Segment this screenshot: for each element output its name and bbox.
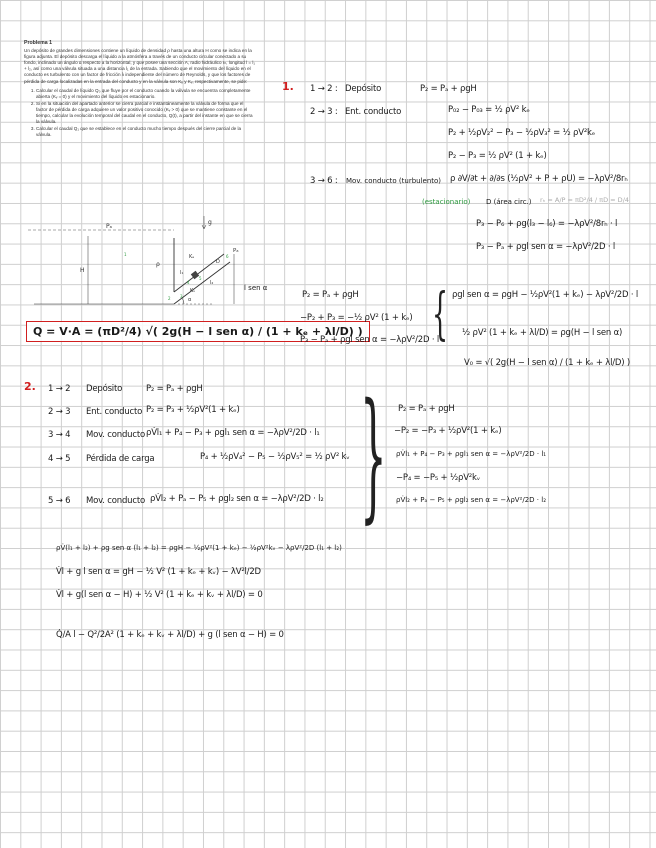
s2-eq: ρV̇l₁ + P₄ − P₃ + ρgl₁ sen α = −λρV²/2D · l₁ [146,428,320,438]
s1-eq: P₂ − P₃ = ½ ρV² (1 + kₑ) [448,151,547,161]
s1-desc: Depósito [345,84,382,94]
label-Ke: Kₑ [189,254,195,260]
s2-desc: Mov. conducto [86,496,145,506]
final-differential-equation: Q̇/A l − Q²/2A² (1 + kₑ + kᵥ + λl/D) + g (l sen α − H) = 0 [56,630,284,640]
point-1: 1 [124,252,127,257]
s1-eq: P₂ = Pₐ + ρgH [420,84,477,94]
hydraulic-radius-note: rₕ = A/P = πD²/4 / πD = D/4 [540,196,630,204]
section1-marker: 1. [282,80,294,93]
s1-eq-a: P₃ − P₆ + ρg(l₃ − l₆) = −λρV²/8rₕ · l [476,219,618,229]
s1-eq: P₂ + ½ρV₂² − P₃ − ½ρV₃² = ½ ρV²kₑ [448,128,596,138]
s1-desc: Ent. conducto [345,107,402,117]
s1-step: 2 → 3 : [310,107,338,117]
s2-right-system: ρV̇l₂ + Pₐ − P₅ + ρgl₂ sen α = −λρV²/2D · l₂ [396,496,547,504]
problem-text: Un depósito de grandes dimensiones contiene un líquido de densidad ρ hasta una altura H como se indica en la figura adjunta. El depósito descarga el líquido a la atmósfera a través de un conducto circular conectado a su fondo, inclinado un ángulo α respecto a la horizontal, y que posee una sección A, radio hidráulico rₕ, longitud l = l₁ + l₂, así como una válvula situada a una distancia l₁ de la entrada. Sabiendo que el movimiento del líquido en el conducto es turbulento con un factor de fricción λ independiente del número de Reynolds, y que los factores de pérdida de carga localizadas en la entrada del conducto y en la válvula son Kₑ y Kᵥ, respectivamente, se pide: [24,48,255,84]
combined-equation: V̇l + g l sen α = gH − ½ V² (1 + kₑ + kᵥ) − λV²l/2D [56,567,261,577]
point-4: 4 [187,280,190,285]
problem-statement [24,40,256,139]
label-alpha: α [188,297,192,303]
label-l1: l₁ [180,270,184,276]
s2-desc: Pérdida de carga [86,454,155,464]
s2-right-system: P₂ = Pₐ + ρgH [398,404,455,414]
question-list [24,88,256,139]
s2-eq: P₄ + ½ρV₄² − P₅ − ½ρV₅² = ½ ρV² kᵥ [200,452,350,462]
label-l2: l₂ [210,280,214,286]
point-5: 5 [199,276,202,281]
label-pa-top: Pₐ [106,223,112,230]
brace-symbol: { [432,282,449,347]
elevation-note: l sen α [244,284,268,292]
combined-equation: V̇l + g(l sen α − H) + ½ V² (1 + kₑ + kᵥ + λl/D) = 0 [56,590,263,600]
velocity-result: V₀ = √( 2g(H − l sen α) / (1 + kₑ + λl/D) ) [464,358,630,368]
s1-sublabel: (estacionario) [422,198,471,206]
s2-eq: P₂ = P₃ + ½ρV²(1 + kₑ) [146,405,240,415]
s2-step: 3 → 4 [48,430,71,440]
s1-eq-b: P₃ − Pₐ + ρgl sen α = −λρV²/2D · l [476,242,616,252]
s2-step: 1 → 2 [48,384,71,394]
s2-desc: Mov. conducto [86,430,145,440]
label-rho: ρ [156,261,160,268]
s2-step: 5 → 6 [48,496,71,506]
s1-left-system: P₃ − Pₐ + ρgl sen α = −λρV²/2D · l [300,335,440,345]
point-6: 6 [226,254,229,259]
s2-desc: Ent. conducto [86,407,143,417]
combined-equation: ρV̇(l₁ + l₂) + ρg sen α (l₁ + l₂) = ρgH − ½ρV²(1 + kₑ) − ½ρV²kᵥ − λρV²/2D (l₁ + l₂) [56,544,342,552]
s1-right-system: ½ ρV² (1 + kₑ + λl/D) = ρg(H − l sen α) [462,328,623,338]
s1-eq: ρ ∂V/∂t + ∂/∂s (½ρV² + P + ρU) = −λρV²/8rₕ [450,174,628,184]
question-item: 1. Calcular el caudal de líquido Q₀ que fluye por el conducto cuando la válvula se encuentra completamente abierta (Kᵥ = 0) y el movimiento del líquido es estacionario. [36,88,256,100]
s2-eq: P₂ = Pₐ + ρgH [146,384,203,394]
label-H: H [80,267,85,274]
question-item: 3. Calcular el caudal Q₁ que se establece en el conducto mucho tiempo después del cierre parcial de la válvula. [36,126,256,138]
s1-left-system: −P₂ + P₃ = −½ ρV² (1 + kₑ) [300,313,413,323]
s2-eq: ρV̇l₂ + Pₐ − P₅ + ρgl₂ sen α = −λρV²/2D · l₂ [150,494,324,504]
s1-left-system: P₂ = Pₐ + ρgH [302,290,359,300]
s2-desc: Depósito [86,384,123,394]
label-D: D [216,259,220,265]
s1-sublabel: D (área circ.) [486,198,532,206]
point-3: 3 [180,294,183,299]
flow-rate-result-box: Q = V·A = (πD²/4) √( 2g(H − l sen α) / (1 + kₑ + λl/D) ) [26,321,370,342]
s1-step: 3 → 6 : [310,176,338,186]
label-g: g [208,219,212,226]
brace-symbol: } [360,374,387,537]
s2-right-system: ρV̇l₁ + P₄ − P₃ + ρgl₁ sen α = −λρV²/2D · l₁ [396,450,547,458]
label-pa-right: Pₐ [233,248,239,254]
s1-eq: P₀₂ − P₀₃ = ½ ρV² kₑ [448,105,530,115]
question-item: 2. Si en la situación del apartado anterior se cierra parcial e instantáneamente la válvula de forma que el factor de pérdida de carga adquiere un valor positivo conocido (Kᵥ > 0) que se mantiene constante en el tiempo, calcular la evolución temporal del caudal en el conducto, Q(t), a partir del instante en que se cierra la válvula. [36,101,256,125]
point-2: 2 [168,296,171,301]
section2-marker: 2. [24,380,36,393]
label-Kv: Kᵥ [190,288,196,294]
s2-right-system: −P₂ = −P₃ + ½ρV²(1 + kₑ) [394,426,502,436]
s2-step: 4 → 5 [48,454,71,464]
s2-right-system: −P₄ = −P₅ + ½ρV²kᵥ [396,473,481,483]
s1-step: 1 → 2 : [310,84,338,94]
s2-step: 2 → 3 [48,407,71,417]
tank-diagram [24,208,256,318]
s1-right-system: ρgl sen α = ρgH − ½ρV²(1 + kₑ) − λρV²/2D · l [452,290,638,300]
problem-title: Problema 1 [24,40,52,46]
s1-desc: Mov. conducto (turbulento) [346,177,442,185]
